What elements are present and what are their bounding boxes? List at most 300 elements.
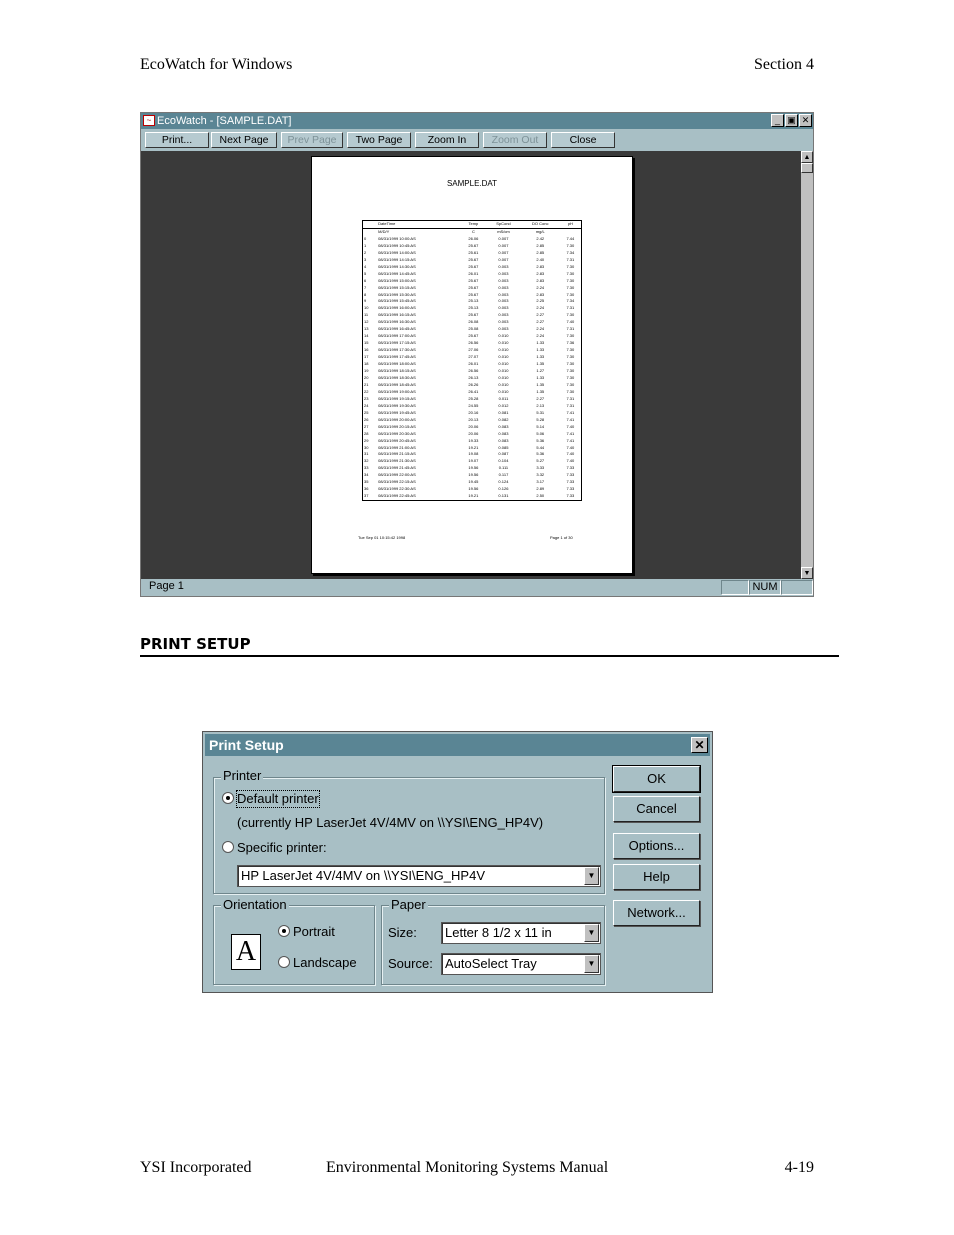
table-row bbox=[363, 375, 582, 382]
table-cell: 7.30 bbox=[566, 284, 575, 290]
table-cell: 19 bbox=[364, 368, 369, 374]
table-row bbox=[363, 257, 582, 264]
table-cell bbox=[363, 221, 378, 229]
table-cell: 7.33 bbox=[566, 486, 575, 492]
table-cell: 0.083 bbox=[498, 437, 509, 443]
portrait-label[interactable]: Portrait bbox=[293, 924, 335, 939]
table-cell: 1.35 bbox=[536, 361, 545, 367]
table-cell: 5.31 bbox=[536, 409, 545, 415]
table-cell: 7.30 bbox=[566, 263, 575, 269]
table-cell: 25.61 bbox=[468, 249, 479, 255]
table-cell: 7.30 bbox=[566, 361, 575, 367]
restore-icon[interactable]: ▣ bbox=[785, 114, 798, 127]
printer-group-label: Printer bbox=[223, 768, 262, 783]
help-button[interactable]: Help bbox=[613, 864, 700, 890]
table-cell: 0.007 bbox=[498, 249, 509, 255]
table-cell: 1.33 bbox=[536, 374, 545, 380]
table-cell: 08/31/1999 19:15:AS bbox=[378, 395, 416, 401]
table-cell: 0.087 bbox=[498, 451, 509, 457]
table-cell: 08/31/1999 15:30:AS bbox=[378, 291, 416, 297]
table-cell: 2.40 bbox=[536, 256, 545, 262]
table-cell: 7.31 bbox=[566, 395, 575, 401]
table-cell: 27.06 bbox=[468, 347, 479, 353]
table-cell: 7.41 bbox=[566, 416, 575, 422]
table-row bbox=[363, 396, 582, 403]
table-cell: 26.56 bbox=[468, 340, 479, 346]
scroll-thumb[interactable] bbox=[801, 163, 813, 173]
table-cell: 0.003 bbox=[498, 298, 509, 304]
table-cell: 2.27 bbox=[536, 312, 545, 318]
table-cell: 7.33 bbox=[566, 493, 575, 499]
paper-group-label: Paper bbox=[391, 897, 426, 912]
source-label: Source: bbox=[388, 956, 433, 971]
vertical-scrollbar[interactable] bbox=[801, 151, 813, 579]
table-cell: 2.83 bbox=[536, 277, 545, 283]
scroll-up-icon[interactable]: ▲ bbox=[801, 151, 813, 163]
table-cell: DO Conc bbox=[521, 221, 560, 229]
chevron-down-icon[interactable]: ▼ bbox=[584, 924, 599, 942]
table-cell: 7.30 bbox=[566, 291, 575, 297]
table-cell: 7.30 bbox=[566, 242, 575, 248]
ok-button[interactable]: OK bbox=[613, 766, 700, 792]
table-row bbox=[363, 403, 582, 410]
table-cell: 27.07 bbox=[468, 354, 479, 360]
status-page: Page 1 bbox=[149, 580, 184, 592]
ecowatch-title: EcoWatch - [SAMPLE.DAT] bbox=[157, 115, 292, 127]
table-cell: 20.16 bbox=[468, 409, 479, 415]
table-cell: C bbox=[471, 228, 475, 234]
table-cell: 08/31/1999 22:15:AS bbox=[378, 479, 416, 485]
table-cell: 2.24 bbox=[536, 284, 545, 290]
chevron-down-icon[interactable]: ▼ bbox=[584, 867, 599, 885]
table-cell: 19.07 bbox=[468, 458, 479, 464]
table-cell: 0.124 bbox=[498, 479, 509, 485]
table-cell: 0.081 bbox=[498, 409, 509, 415]
table-cell: 08/31/1999 10:45:AS bbox=[378, 242, 416, 248]
table-cell: mS/cm bbox=[497, 228, 510, 234]
paper-size-select[interactable] bbox=[441, 922, 601, 944]
table-header-row bbox=[363, 221, 582, 229]
table-cell: 26 bbox=[364, 416, 369, 422]
table-cell: 35 bbox=[364, 479, 369, 485]
table-cell: 29 bbox=[364, 437, 369, 443]
table-cell: 5.36 bbox=[536, 451, 545, 457]
table-cell: 19.56 bbox=[468, 465, 479, 471]
table-cell: 7.30 bbox=[566, 381, 575, 387]
status-bar bbox=[141, 579, 813, 596]
table-cell: 2.50 bbox=[536, 493, 545, 499]
table-cell: 19.56 bbox=[468, 486, 479, 492]
size-label: Size: bbox=[388, 925, 417, 940]
close-button[interactable]: Close bbox=[551, 132, 615, 148]
specific-printer-select[interactable] bbox=[237, 865, 601, 887]
paper-source-value: AutoSelect Tray bbox=[445, 956, 537, 971]
table-cell: 0.003 bbox=[498, 291, 509, 297]
ecowatch-toolbar bbox=[141, 129, 813, 151]
table-cell: 26.13 bbox=[468, 374, 479, 380]
specific-printer-label[interactable]: Specific printer: bbox=[237, 840, 327, 855]
table-cell: 08/31/1999 14:15:AS bbox=[378, 256, 416, 262]
table-cell: 2.24 bbox=[536, 305, 545, 311]
table-cell: 2.27 bbox=[536, 395, 545, 401]
table-cell: 7.31 bbox=[566, 402, 575, 408]
table-row bbox=[363, 305, 582, 312]
specific-printer-radio[interactable] bbox=[222, 841, 234, 853]
table-cell: 3.17 bbox=[536, 479, 545, 485]
table-row bbox=[363, 431, 582, 438]
table-cell: 5.28 bbox=[536, 416, 545, 422]
table-cell: 08/31/1999 16:15:AS bbox=[378, 312, 416, 318]
paper-size-value: Letter 8 1/2 x 11 in bbox=[445, 925, 552, 940]
table-cell: 2.42 bbox=[536, 235, 545, 241]
table-cell: 1.33 bbox=[536, 347, 545, 353]
header-right: Section 4 bbox=[754, 56, 814, 73]
table-cell: 0.117 bbox=[498, 472, 509, 478]
table-cell: 7.30 bbox=[566, 347, 575, 353]
table-row bbox=[363, 319, 582, 326]
table-cell: 08/31/1999 14:00:AS bbox=[378, 249, 416, 255]
table-row bbox=[363, 472, 582, 479]
table-cell: 08/31/1999 16:45:AS bbox=[378, 326, 416, 332]
table-units-row bbox=[363, 228, 582, 235]
table-cell: 19.56 bbox=[468, 472, 479, 478]
table-cell: 08/31/1999 14:45:AS bbox=[378, 270, 416, 276]
paper-source-select[interactable] bbox=[441, 953, 601, 975]
minimize-icon[interactable]: _ bbox=[771, 114, 784, 127]
table-cell: 08/31/1999 19:45:AS bbox=[378, 409, 416, 415]
landscape-radio[interactable] bbox=[278, 956, 290, 968]
table-cell: 0.083 bbox=[498, 423, 509, 429]
table-cell: 0.010 bbox=[498, 361, 509, 367]
table-cell: 08/31/1999 20:00:AS bbox=[378, 416, 416, 422]
table-cell: 0.010 bbox=[498, 333, 509, 339]
table-cell: 7.30 bbox=[566, 333, 575, 339]
table-cell: 26.08 bbox=[468, 319, 479, 325]
table-cell: 08/31/1999 15:45:AS bbox=[378, 298, 416, 304]
table-cell: 7.31 bbox=[566, 256, 575, 262]
table-cell: 0.082 bbox=[498, 416, 509, 422]
table-cell: 25.67 bbox=[468, 312, 479, 318]
section-title: PRINT SETUP bbox=[140, 635, 251, 653]
table-cell: 08/31/1999 17:15:AS bbox=[378, 340, 416, 346]
table-cell: 0.010 bbox=[498, 374, 509, 380]
table-cell: 7.40 bbox=[566, 458, 575, 464]
table-cell: 7.40 bbox=[566, 444, 575, 450]
table-cell: 25.13 bbox=[468, 298, 479, 304]
close-icon[interactable]: ✕ bbox=[799, 114, 812, 127]
zoom-in-button[interactable]: Zoom In bbox=[415, 132, 479, 148]
table-cell: 0.003 bbox=[498, 326, 509, 332]
table-cell: 08/31/1999 10:00:AS bbox=[378, 235, 416, 241]
table-row bbox=[363, 382, 582, 389]
table-cell: 08/31/1999 18:45:AS bbox=[378, 381, 416, 387]
table-cell: 08/31/1999 19:00:AS bbox=[378, 388, 416, 394]
table-cell: 0.126 bbox=[498, 486, 509, 492]
table-cell: 0.131 bbox=[498, 493, 509, 499]
table-cell: 2 bbox=[364, 249, 367, 255]
portrait-radio[interactable] bbox=[278, 925, 290, 937]
table-cell: 25.67 bbox=[468, 291, 479, 297]
table-cell: 08/31/1999 18:00:AS bbox=[378, 361, 416, 367]
table-cell: pH bbox=[560, 221, 582, 229]
table-cell: 0.010 bbox=[498, 381, 509, 387]
table-cell: 0.083 bbox=[498, 430, 509, 436]
table-row bbox=[363, 458, 582, 465]
table-cell: 0.007 bbox=[498, 242, 509, 248]
table-cell: 1.27 bbox=[536, 368, 545, 374]
table-cell: 0.010 bbox=[498, 347, 509, 353]
dialog-close-icon[interactable]: ✕ bbox=[691, 737, 708, 753]
table-cell: 08/31/1999 18:30:AS bbox=[378, 374, 416, 380]
table-cell: 7.40 bbox=[566, 319, 575, 325]
table-row bbox=[363, 424, 582, 431]
table-cell: 0.007 bbox=[498, 256, 509, 262]
table-cell: 7.34 bbox=[566, 298, 575, 304]
table-cell: 2.24 bbox=[536, 333, 545, 339]
print-button[interactable]: Print... bbox=[145, 132, 209, 148]
table-row bbox=[363, 354, 582, 361]
table-row bbox=[363, 493, 582, 500]
table-cell: 5 bbox=[364, 270, 367, 276]
table-row bbox=[363, 271, 582, 278]
table-cell: 0.003 bbox=[498, 312, 509, 318]
table-cell: 34 bbox=[364, 472, 369, 478]
table-cell: 6 bbox=[364, 277, 367, 283]
table-cell: 7.40 bbox=[566, 451, 575, 457]
table-row bbox=[363, 236, 582, 243]
table-row bbox=[363, 298, 582, 305]
preview-footer-right: Page 1 of 30 bbox=[550, 535, 573, 540]
table-cell: 08/31/1999 20:30:AS bbox=[378, 430, 416, 436]
table-cell: 19.21 bbox=[468, 493, 479, 499]
table-cell: 26.56 bbox=[468, 368, 479, 374]
table-cell: 21 bbox=[364, 381, 369, 387]
table-cell: 25.67 bbox=[468, 263, 479, 269]
ecowatch-app-icon: ~ bbox=[143, 115, 155, 126]
table-cell: 08/31/1999 21:15:AS bbox=[378, 451, 416, 457]
table-cell: 7.44 bbox=[566, 235, 575, 241]
table-cell: 08/31/1999 19:30:AS bbox=[378, 402, 416, 408]
table-cell: 08/31/1999 22:00:AS bbox=[378, 472, 416, 478]
table-cell: 32 bbox=[364, 458, 369, 464]
table-row bbox=[363, 347, 582, 354]
table-cell: 7.36 bbox=[566, 340, 575, 346]
table-row bbox=[363, 292, 582, 299]
table-cell: 18 bbox=[364, 361, 369, 367]
table-cell: 11 bbox=[364, 312, 369, 318]
table-row bbox=[363, 438, 582, 445]
table-row bbox=[363, 243, 582, 250]
options-button[interactable]: Options... bbox=[613, 833, 700, 859]
preview-file-title: SAMPLE.DAT bbox=[446, 179, 498, 188]
table-cell: 2.27 bbox=[536, 319, 545, 325]
table-cell: 7.30 bbox=[566, 368, 575, 374]
table-cell: 2.85 bbox=[536, 242, 545, 248]
table-cell: 08/31/1999 17:00:AS bbox=[378, 333, 416, 339]
preview-footer-left: Tue Sep 01 10:15:42 1998 bbox=[358, 535, 406, 540]
table-cell: 2.13 bbox=[536, 402, 545, 408]
default-printer-label[interactable]: Default printer bbox=[237, 791, 319, 806]
table-cell: 7.34 bbox=[566, 249, 575, 255]
status-pane-blank bbox=[721, 580, 749, 595]
table-cell: 33 bbox=[364, 465, 369, 471]
table-cell: 7.33 bbox=[566, 472, 575, 478]
table-row bbox=[363, 326, 582, 333]
orientation-group-label: Orientation bbox=[223, 897, 287, 912]
table-cell: M/D/Y bbox=[378, 228, 390, 234]
print-setup-dialog bbox=[202, 731, 713, 993]
landscape-label[interactable]: Landscape bbox=[293, 955, 357, 970]
table-row bbox=[363, 278, 582, 285]
table-cell: 36 bbox=[364, 486, 369, 492]
table-cell: 1.35 bbox=[536, 388, 545, 394]
prev-page-button[interactable]: Prev Page bbox=[281, 132, 343, 148]
table-cell: 14 bbox=[364, 333, 369, 339]
table-cell: 08/31/1999 22:30:AS bbox=[378, 486, 416, 492]
table-cell: 26.01 bbox=[468, 270, 479, 276]
table-cell: 0.111 bbox=[498, 465, 509, 471]
table-cell: 20.06 bbox=[468, 430, 479, 436]
table-cell: 0.012 bbox=[498, 402, 509, 408]
table-cell: 08/31/1999 16:30:AS bbox=[378, 319, 416, 325]
orientation-portrait-icon: A bbox=[231, 934, 261, 970]
table-cell: mg/L bbox=[535, 228, 545, 234]
specific-printer-value: HP LaserJet 4V/4MV on \\YSI\ENG_HP4V bbox=[241, 868, 485, 883]
table-cell: 7.31 bbox=[566, 326, 575, 332]
table-cell: 7.31 bbox=[566, 305, 575, 311]
table-cell: 0.104 bbox=[498, 458, 509, 464]
table-cell: 17 bbox=[364, 354, 369, 360]
table-cell: 0.003 bbox=[498, 284, 509, 290]
table-cell: 0.003 bbox=[498, 319, 509, 325]
table-cell: 08/31/1999 22:45:AS bbox=[378, 493, 416, 499]
table-cell: 30 bbox=[364, 444, 369, 450]
table-cell: SpCond bbox=[486, 221, 521, 229]
table-cell: 08/31/1999 21:45:AS bbox=[378, 465, 416, 471]
table-cell: 7.30 bbox=[566, 354, 575, 360]
table-cell: 24 bbox=[364, 402, 369, 408]
table-cell: 08/31/1999 18:15:AS bbox=[378, 368, 416, 374]
table-row bbox=[363, 389, 582, 396]
table-cell: 08/31/1999 21:30:AS bbox=[378, 458, 416, 464]
table-cell: 1.33 bbox=[536, 354, 545, 360]
table-cell: 15 bbox=[364, 340, 369, 346]
table-cell: 0.010 bbox=[498, 388, 509, 394]
scroll-down-icon[interactable]: ▼ bbox=[801, 567, 813, 579]
table-cell: 2.85 bbox=[536, 249, 545, 255]
table-cell: 7.33 bbox=[566, 465, 575, 471]
table-cell: 7.41 bbox=[566, 437, 575, 443]
table-cell: 19.45 bbox=[468, 479, 479, 485]
table-cell: 0.007 bbox=[498, 235, 509, 241]
table-cell: 08/31/1999 15:00:AS bbox=[378, 277, 416, 283]
current-printer-text: (currently HP LaserJet 4V/4MV on \\YSI\ENG_HP4V) bbox=[237, 815, 544, 830]
table-cell: 0.085 bbox=[498, 444, 509, 450]
table-cell: 0 bbox=[364, 235, 367, 241]
table-row bbox=[363, 410, 582, 417]
table-cell: 2.83 bbox=[536, 291, 545, 297]
table-row bbox=[363, 333, 582, 340]
table-cell: 5.44 bbox=[536, 444, 545, 450]
table-cell: 3 bbox=[364, 256, 367, 262]
table-row bbox=[363, 312, 582, 319]
table-cell: 5.06 bbox=[536, 430, 545, 436]
table-cell: 1.33 bbox=[536, 340, 545, 346]
table-cell: 1.35 bbox=[536, 381, 545, 387]
status-num: NUM bbox=[749, 580, 781, 595]
table-row bbox=[363, 340, 582, 347]
table-row bbox=[363, 417, 582, 424]
table-cell: 7.41 bbox=[566, 409, 575, 415]
table-cell: 0.003 bbox=[498, 263, 509, 269]
table-cell: 7.30 bbox=[566, 388, 575, 394]
chevron-down-icon[interactable]: ▼ bbox=[584, 955, 599, 973]
table-cell: 0.010 bbox=[498, 368, 509, 374]
ecowatch-title-bar bbox=[141, 113, 813, 129]
table-cell: 7.30 bbox=[566, 374, 575, 380]
table-cell: 2.83 bbox=[536, 263, 545, 269]
table-cell: 25 bbox=[364, 409, 369, 415]
table-cell: 37 bbox=[364, 493, 369, 499]
table-cell: 25.67 bbox=[468, 277, 479, 283]
footer-center: Environmental Monitoring Systems Manual bbox=[326, 1159, 609, 1176]
table-cell: 20.13 bbox=[468, 416, 479, 422]
table-cell: 5.36 bbox=[536, 437, 545, 443]
next-page-button[interactable]: Next Page bbox=[211, 132, 277, 148]
table-cell: 7.40 bbox=[566, 423, 575, 429]
table-cell: 25.08 bbox=[468, 326, 479, 332]
table-cell: 08/31/1999 20:15:AS bbox=[378, 423, 416, 429]
dialog-title: Print Setup bbox=[209, 737, 284, 753]
table-row bbox=[363, 445, 582, 452]
table-cell: 08/31/1999 20:45:AS bbox=[378, 437, 416, 443]
footer-left: YSI Incorporated bbox=[140, 1159, 252, 1176]
table-row bbox=[363, 368, 582, 375]
zoom-out-button[interactable]: Zoom Out bbox=[483, 132, 547, 148]
table-cell: 08/31/1999 14:30:AS bbox=[378, 263, 416, 269]
table-cell: 25.67 bbox=[468, 284, 479, 290]
table-cell bbox=[363, 228, 378, 235]
network-button[interactable]: Network... bbox=[613, 900, 700, 926]
table-cell: DateTime bbox=[377, 221, 461, 229]
table-row bbox=[363, 361, 582, 368]
table-cell: 19.21 bbox=[468, 444, 479, 450]
dialog-title-bar bbox=[205, 734, 710, 756]
table-cell: 7.30 bbox=[566, 277, 575, 283]
table-cell: 9 bbox=[364, 298, 367, 304]
table-cell: 08/31/1999 15:15:AS bbox=[378, 284, 416, 290]
table-cell: 22 bbox=[364, 388, 369, 394]
table-cell: 2.25 bbox=[536, 298, 545, 304]
table-cell: 08/31/1999 21:00:AS bbox=[378, 444, 416, 450]
table-cell: 4 bbox=[364, 263, 367, 269]
table-cell: 8 bbox=[364, 291, 367, 297]
cancel-button[interactable]: Cancel bbox=[613, 796, 700, 822]
table-cell: 0.003 bbox=[498, 277, 509, 283]
default-printer-radio[interactable] bbox=[222, 792, 234, 804]
table-cell: 25.67 bbox=[468, 333, 479, 339]
footer-right: 4-19 bbox=[784, 1159, 814, 1176]
table-cell: 25.67 bbox=[468, 256, 479, 262]
section-rule bbox=[140, 655, 839, 657]
table-cell: 25.67 bbox=[468, 242, 479, 248]
table-cell: Temp bbox=[461, 221, 486, 229]
table-row bbox=[363, 451, 582, 458]
table-row bbox=[363, 486, 582, 493]
two-page-button[interactable]: Two Page bbox=[347, 132, 411, 148]
status-pane-blank-2 bbox=[781, 580, 813, 595]
table-cell: 2.83 bbox=[536, 270, 545, 276]
